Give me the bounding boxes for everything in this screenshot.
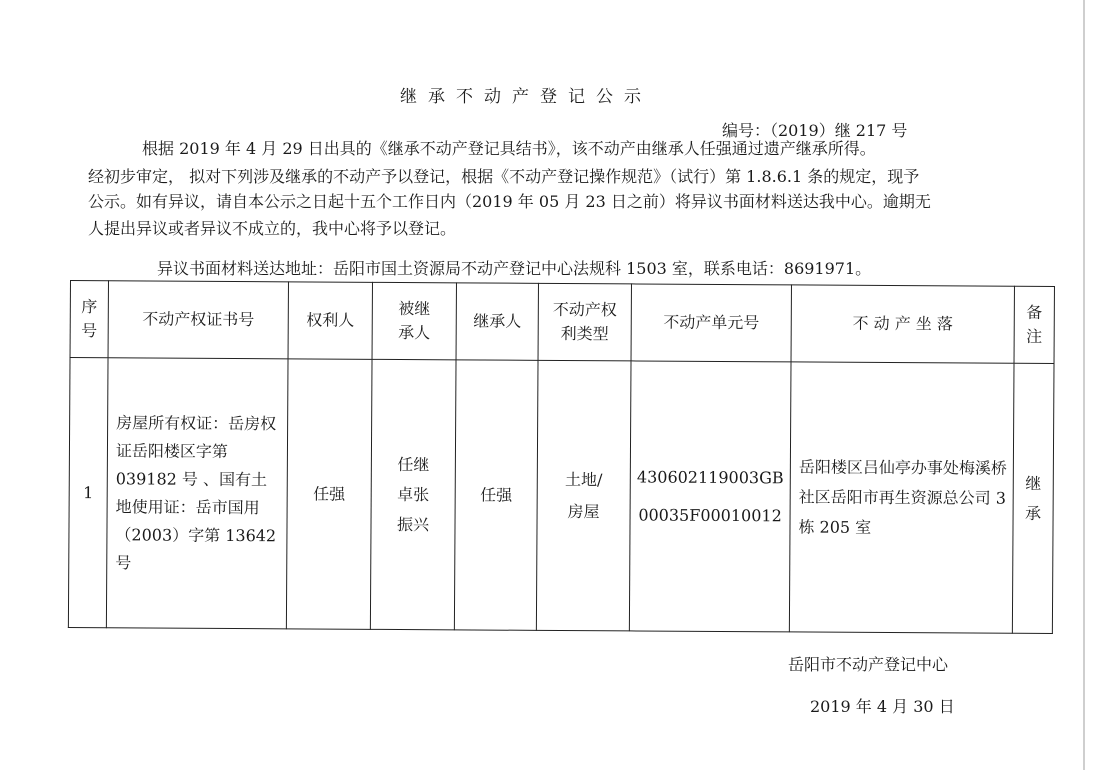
scan-edge <box>1083 0 1085 770</box>
objection-address: 异议书面材料送达地址：岳阳市国土资源局不动产登记中心法规科 1503 室，联系电话：8691971。 <box>157 259 872 278</box>
cell-right-type: 土地/房屋 <box>536 360 631 631</box>
cell-remark: 继承 <box>1012 363 1054 633</box>
cell-unit-no: 430602119003GB00035F00010012 <box>629 361 791 632</box>
paragraph-line: 人提出异议或者异议不成立的，我中心将予以登记。 <box>88 219 457 238</box>
page-title: 继承不动产登记公示 <box>400 87 652 107</box>
header-right-type: 不动产权利类型 <box>538 283 631 361</box>
document-number: 编号：（2019）继 217 号 <box>722 121 908 140</box>
header-seq: 序号 <box>70 281 108 358</box>
header-location: 不 动 产 坐 落 <box>791 285 1014 363</box>
cell-location: 岳阳楼区吕仙亭办事处梅溪桥社区岳阳市再生资源总公司 3 栋 205 室 <box>789 362 1014 633</box>
table-header-row <box>70 281 1054 364</box>
issuer-name: 岳阳市不动产登记中心 <box>788 655 949 674</box>
cell-cert-no: 房屋所有权证：岳房权证岳阳楼区字第 039182 号 、国有土地使用证：岳市国用（2003）字第 13642 号 <box>106 358 288 629</box>
paragraph-line: 根据 2019 年 4 月 29 日出具的《继承不动产登记具结书》，该不动产由继承人任强通过遗产继承所得。 <box>142 139 876 158</box>
cell-right-holder: 任强 <box>286 359 372 630</box>
header-right-holder: 权利人 <box>288 282 372 360</box>
header-cert-no: 不动产权证书号 <box>108 281 288 359</box>
header-remark: 备注 <box>1014 286 1054 363</box>
header-decedent: 被继承人 <box>372 282 456 360</box>
cell-seq: 1 <box>68 358 108 628</box>
table-row <box>68 358 1054 634</box>
registration-table <box>68 280 1055 634</box>
header-unit-no: 不动产单元号 <box>631 284 791 362</box>
issue-date: 2019 年 4 月 30 日 <box>810 697 955 716</box>
cell-decedent: 任继卓张振兴 <box>370 359 456 630</box>
paragraph-line: 经初步审定， 拟对下列涉及继承的不动产予以登记，根据《不动产登记操作规范》（试行）第 1.8.6.1 条的规定，现予 <box>88 167 920 186</box>
paragraph-line: 公示。如有异议，请自本公示之日起十五个工作日内（2019 年 05 月 23 日之前）将异议书面材料送达我中心。逾期无 <box>88 192 931 211</box>
header-heir: 继承人 <box>456 283 538 360</box>
cell-heir: 任强 <box>454 360 538 630</box>
